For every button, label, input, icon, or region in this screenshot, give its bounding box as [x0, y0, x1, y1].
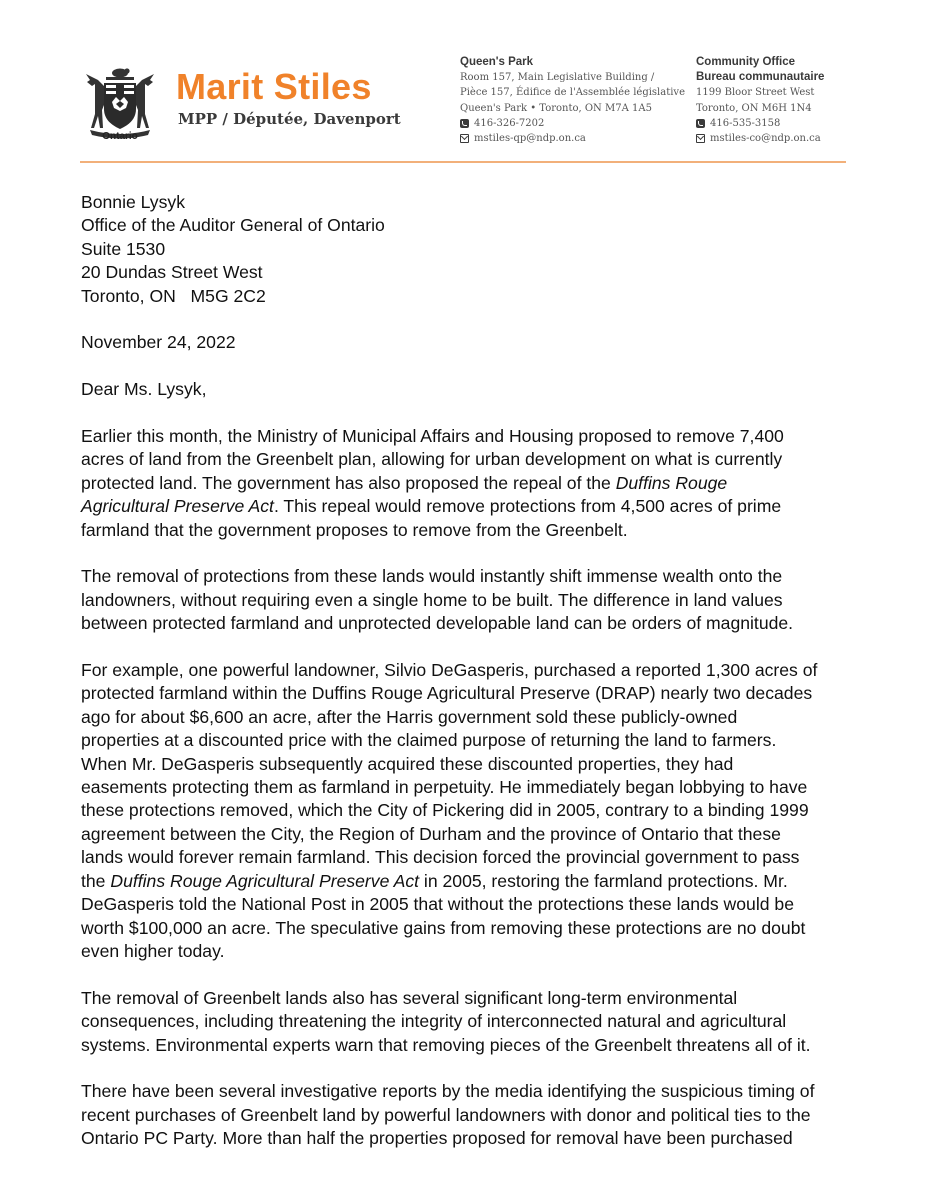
recipient-line: Office of the Auditor General of Ontario: [81, 215, 385, 236]
paragraph-line: properties at a discounted price with the claimed purpose of returning the land to farmers.: [81, 730, 777, 751]
paragraph-line: There have been several investigative reports by the media identifying the suspicious timing of: [81, 1081, 815, 1102]
paragraph-line: these protections removed, which the City of Pickering did in 2005, contrary to a binding 1999: [81, 800, 809, 821]
recipient-line: 20 Dundas Street West: [81, 262, 263, 283]
community-office-heading-fr: Bureau communautaire: [696, 71, 825, 84]
community-office: [696, 55, 824, 146]
paragraph-line: between protected farmland and unprotected developable land can be orders of magnitude.: [81, 613, 794, 634]
paragraph-line: farmland that the government proposes to remove from the Greenbelt.: [81, 519, 628, 540]
phone-icon: [696, 119, 705, 128]
mail-icon: [696, 134, 705, 143]
paragraph-line: When Mr. DeGasperis subsequently acquired these discounted properties, they had: [81, 753, 734, 774]
community-office-line: 1199 Bloor Street West: [696, 87, 815, 99]
phone-number: 416-326-7202: [474, 117, 545, 129]
paragraph-line: agreement between the City, the Region of Durham and the province of Ontario that these: [81, 823, 781, 844]
letter-date: November 24, 2022: [81, 332, 236, 353]
text-run: protected land. The government has also proposed the repeal of the: [81, 472, 616, 493]
paragraph-line: ago for about $6,600 an acre, after the Harris government sold these publicly-owned: [81, 706, 738, 727]
email-address: mstiles-qp@ndp.on.ca: [474, 133, 586, 145]
recipient-line: Suite 1530: [81, 238, 166, 259]
email-address: mstiles-co@ndp.on.ca: [710, 133, 821, 145]
mpp-name: Marit Stiles: [176, 66, 372, 107]
paragraph-line: Ontario PC Party. More than half the properties proposed for removal have been purchased: [81, 1128, 793, 1149]
text-run: . This repeal would remove protections from 4,500 acres of prime: [273, 496, 782, 517]
mpp-role: MPP / Députée, Davenport: [178, 110, 401, 128]
paragraph-line: even higher today.: [81, 940, 225, 961]
letter-body: [81, 191, 851, 1174]
queens-park-email: [460, 131, 685, 146]
paragraph-line: For example, one powerful landowner, Silvio DeGasperis, purchased a reported 1,300 acres of: [81, 660, 818, 681]
queens-park-line: Queen's Park • Toronto, ON M7A 1A5: [460, 102, 652, 114]
paragraph-line: protected farmland within the Duffins Rouge Agricultural Preserve (DRAP) nearly two decades: [81, 683, 813, 704]
paragraph: [81, 1080, 851, 1150]
crest-caption: Ontario: [102, 131, 138, 142]
community-office-phone: [696, 116, 824, 131]
queens-park-line: Pièce 157, Édifice de l'Assemblée législative: [460, 87, 685, 99]
paragraph-line: Earlier this month, the Ministry of Municipal Affairs and Housing proposed to remove 7,400: [81, 426, 784, 447]
paragraph: [81, 565, 851, 635]
community-office-heading: Community Office: [696, 56, 796, 68]
paragraph-line: recent purchases of Greenbelt land by powerful landowners with donor and political ties to the: [81, 1104, 811, 1125]
paragraph-line: landowners, without requiring even a single home to be built. The difference in land values: [81, 589, 783, 610]
paragraph-line: consequences, including threatening the integrity of interconnected natural and agricultural: [81, 1011, 787, 1032]
salutation: Dear Ms. Lysyk,: [81, 379, 207, 400]
phone-icon: [460, 119, 469, 128]
community-office-line: Toronto, ON M6H 1N4: [696, 102, 812, 114]
paragraph-line: worth $100,000 an acre. The speculative gains from removing these protections are no doubt: [81, 917, 806, 938]
paragraph-line: [81, 495, 851, 518]
act-title: Duffins Rouge: [615, 472, 728, 493]
paragraph-line: The removal of protections from these lands would instantly shift immense wealth onto the: [81, 566, 783, 587]
queens-park-line: Room 157, Main Legislative Building /: [460, 72, 655, 84]
text-run: in 2005, restoring the farmland protections. Mr.: [419, 870, 788, 891]
queens-park-office: [460, 55, 685, 146]
paragraph: [81, 425, 851, 542]
paragraph-line: acres of land from the Greenbelt plan, allowing for urban development on what is currently: [81, 449, 783, 470]
paragraph-line: easements protecting them as farmland in perpetuity. He immediately began lobbying to have: [81, 777, 808, 798]
paragraph-line: The removal of Greenbelt lands also has several significant long-term environmental: [81, 987, 738, 1008]
mail-icon: [460, 134, 469, 143]
paragraph: [81, 987, 851, 1057]
queens-park-heading: Queen's Park: [460, 56, 534, 68]
paragraph-line: systems. Environmental experts warn that removing pieces of the Greenbelt threatens all of it.: [81, 1034, 811, 1055]
paragraph: [81, 659, 851, 963]
phone-number: 416-535-3158: [710, 117, 781, 129]
letterhead-divider: [80, 161, 846, 163]
community-office-email: [696, 131, 824, 146]
act-title: Agricultural Preserve Act: [81, 496, 274, 517]
recipient-address: [81, 191, 851, 308]
paragraph-line: lands would forever remain farmland. This decision forced the provincial government to pass: [81, 847, 800, 868]
paragraph-line: [81, 870, 851, 893]
recipient-line: Bonnie Lysyk: [81, 192, 185, 212]
paragraph-line: [81, 472, 851, 495]
text-run: the: [81, 870, 111, 891]
act-title: Duffins Rouge Agricultural Preserve Act: [110, 870, 420, 891]
paragraph-line: DeGasperis told the National Post in 2005 that without the protections these lands would be: [81, 894, 794, 915]
queens-park-phone: [460, 116, 685, 131]
recipient-line: Toronto, ON M5G 2C2: [81, 285, 266, 306]
